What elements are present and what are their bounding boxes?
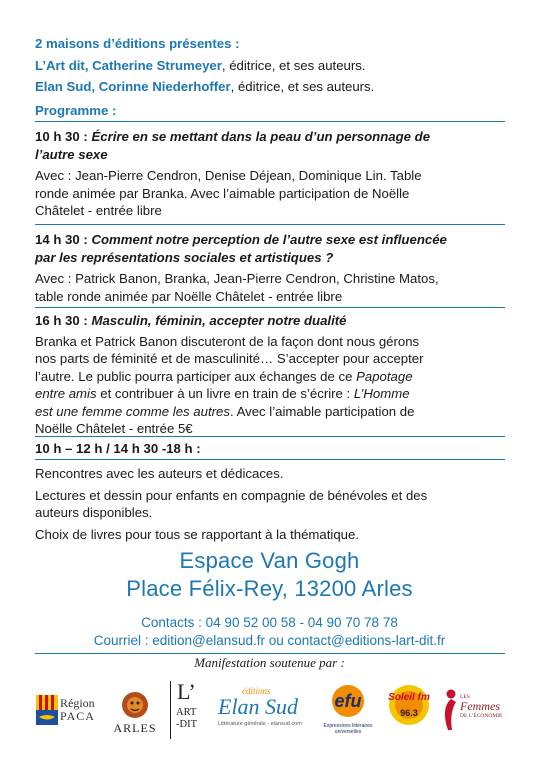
support-label: Manifestation soutenue par : <box>194 655 345 670</box>
afternoon-line1: Rencontres avec les auteurs et dédicaces. <box>35 466 284 481</box>
session-2-title <box>35 231 505 249</box>
arles-label: ARLES <box>113 721 157 735</box>
afternoon-line2b: auteurs disponibles. <box>35 505 153 520</box>
session-1-title-line: Écrire en se mettant dans la peau d’un personnage de <box>91 129 431 144</box>
elan-sud-logo <box>216 686 314 738</box>
divider <box>35 436 505 437</box>
session-3-body-line2: nos parts de féminité et de masculinité… S’accepter pour accepter <box>35 351 424 366</box>
house-2 <box>35 78 505 96</box>
arles-lion-icon <box>120 690 150 720</box>
house-2-name: Elan Sud, Corinne Niederhoffer <box>35 79 231 94</box>
region-paca-logo <box>36 687 106 737</box>
femmes-label: Femmes <box>460 699 500 713</box>
soleil-label: Soleil fm <box>388 692 430 703</box>
session-1-body-line1: Avec : Jean-Pierre Cendron, Denise Déjean, Dominique Lin. Table <box>35 168 422 183</box>
session-2-time: 14 h 30 : <box>35 232 92 247</box>
divider <box>35 121 505 122</box>
venue-name: Espace Van Gogh <box>179 548 360 573</box>
session-3-body-line4 <box>35 385 505 403</box>
session-3-book-title: est une femme comme les autres <box>35 403 230 419</box>
afternoon-body <box>35 465 505 543</box>
afternoon-line3: Choix de livres pour tous se rapportant à la thématique. <box>35 526 360 542</box>
editions-heading: 2 maisons d’éditions présentes : <box>35 36 240 51</box>
lart-dit-mark: L’ <box>177 679 196 704</box>
session-3-body-text: et contribuer à un livre en train de s’écrire : <box>96 386 354 401</box>
venue-address: Place Félix-Rey, 13200 Arles <box>126 576 413 601</box>
soleil-fm-logo <box>384 682 434 738</box>
lart-dit-label: -DIT <box>176 719 197 730</box>
region-flag-icon <box>36 695 58 725</box>
session-3-body-line1: Branka et Patrick Banon discuteront de la façon dont nous gérons <box>35 333 420 349</box>
efu-sub: Expressions littéraires universelles <box>323 723 373 735</box>
arles-logo <box>110 690 160 738</box>
session-3-book-title: L’Homme <box>353 386 410 401</box>
afternoon-heading: 10 h – 12 h / 14 h 30 -18 h : <box>35 441 201 456</box>
programme-heading: Programme : <box>35 103 117 118</box>
session-2-title-line: Comment notre perception de l’autre sexe est influencée <box>91 232 447 247</box>
elan-sud-tagline: Littérature générale - elansud.com <box>218 721 302 727</box>
efu-mark-icon <box>321 683 375 721</box>
house-1-name: L’Art dit, Catherine Strumeyer <box>35 57 222 73</box>
femmes-label-bottom: DE L’ÉCONOMIE <box>460 713 503 719</box>
elan-sud-wordmark: Elan Sud <box>218 694 299 719</box>
session-1-title-line2: l’autre sexe <box>35 146 108 162</box>
session-3-body-text: . Avec l’aimable participation de <box>229 403 415 419</box>
region-paca-label: PACA <box>60 709 95 723</box>
woman-silhouette-icon <box>440 688 460 732</box>
session-3-time: 16 h 30 : <box>35 313 92 328</box>
afternoon-line2a: Lectures et dessin pour enfants en compagnie de bénévoles et des <box>35 487 428 503</box>
house-1 <box>35 57 505 75</box>
divider <box>35 459 505 460</box>
femmes-economie-logo <box>440 684 508 738</box>
soleil-frequency: 96.3 <box>400 708 418 718</box>
svg-text:efu: efu <box>334 691 362 711</box>
session-3-body-line6: Noëlle Châtelet - entrée 5€ <box>35 421 193 436</box>
house-1-rest: , éditrice, et ses auteurs. <box>221 57 366 73</box>
lart-dit-label: ART <box>176 707 197 718</box>
divider <box>35 307 505 308</box>
session-1 <box>35 128 505 220</box>
session-2-body-line1: Avec : Patrick Banon, Branka, Jean-Pierre Cendron, Christine Matos, <box>35 271 439 286</box>
contact-phones: Contacts : 04 90 52 00 58 - 04 90 70 78 78 <box>141 615 398 630</box>
session-3 <box>35 312 505 438</box>
session-1-body-line3: Châtelet - entrée libre <box>35 203 162 218</box>
femmes-label-top: LES <box>460 694 470 700</box>
session-3-title <box>35 312 505 330</box>
efu-logo <box>318 683 378 739</box>
sun-icon <box>386 682 432 728</box>
session-1-title <box>35 128 505 146</box>
session-3-title-text: Masculin, féminin, accepter notre dualité <box>91 313 347 328</box>
region-label: Région <box>60 696 95 710</box>
session-1-time: 10 h 30 : <box>35 129 92 144</box>
session-2-title-line2: par les représentations sociales et artistiques ? <box>35 249 334 265</box>
session-3-body-text: l’autre. Le public pourra participer aux échanges de ce <box>35 368 357 384</box>
editions-section <box>35 35 505 96</box>
divider <box>35 224 505 225</box>
session-1-body-line2: ronde animée par Branka. Avec l’aimable participation de Noëlle <box>35 185 410 201</box>
elan-sud-small: éditions <box>242 686 271 696</box>
lart-dit-logo <box>170 681 209 739</box>
session-2-body-line2: table ronde animée par Noëlle Châtelet - entrée libre <box>35 288 343 304</box>
session-3-book-title: Papotage <box>356 368 413 384</box>
session-3-body-line3 <box>35 368 505 386</box>
session-3-body-line5 <box>35 403 505 421</box>
afternoon-section <box>35 440 505 458</box>
contact-emails: Courriel : edition@elansud.fr ou contact@editions-lart-dit.fr <box>93 633 446 648</box>
session-2 <box>35 231 505 305</box>
session-3-book-title: entre amis <box>35 386 97 401</box>
house-2-rest: , éditrice, et ses auteurs. <box>230 79 375 94</box>
